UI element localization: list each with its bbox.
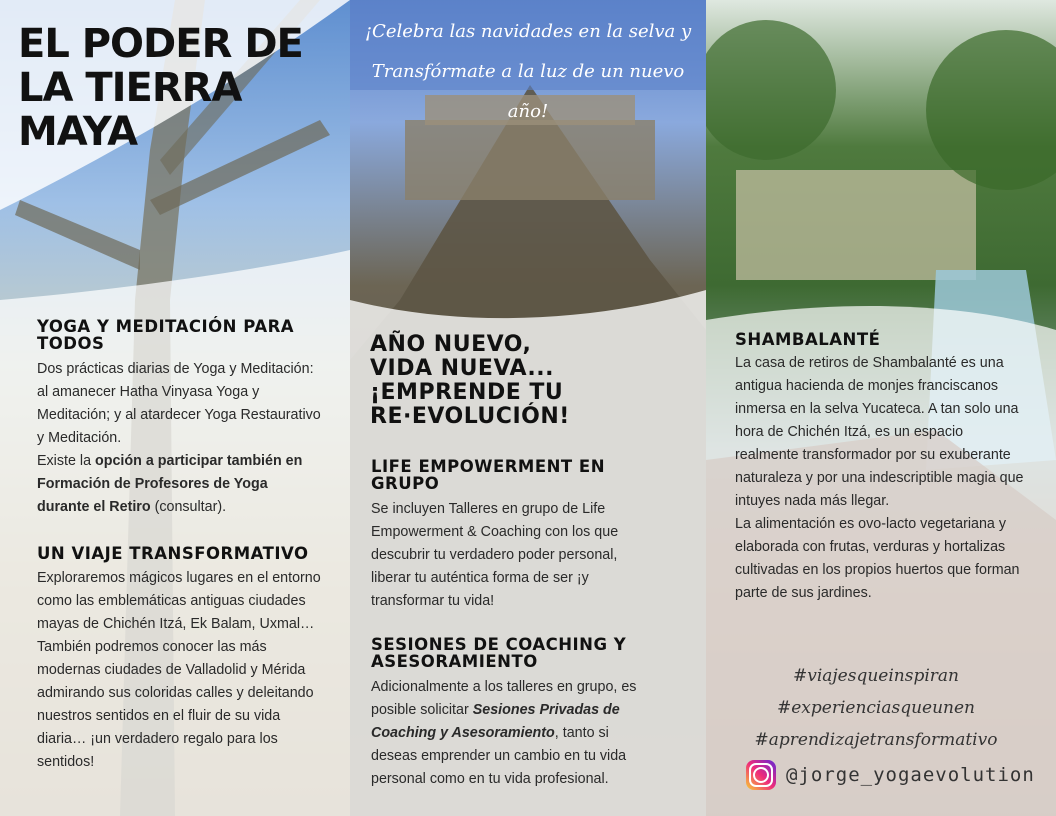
section-text: Exploraremos mágicos lugares en el entorno como las emblemáticas antiguas ciudades mayas de Chichén Itzá, Ek Balam, Uxmal… También podremos conocer las más modernas ciudades de Valladolid y Mérida admirando sus coloridas calles y deleitando nuestros sentidos en el fluir de su vida diaria… ¡un verdadero regalo para los sentidos! bbox=[37, 570, 321, 770]
headline-line: ¡EMPRENDE TU bbox=[370, 380, 564, 405]
headline-line: VIDA NUEVA... bbox=[370, 356, 555, 381]
section-text: Se incluyen Talleres en grupo de Life Empowerment & Coaching con los que descubrir tu verdadero poder personal, liberar tu auténtica forma de ser ¡y transformar tu vida! bbox=[371, 501, 619, 609]
section-shambalante bbox=[735, 331, 1025, 605]
text-fragment: (consultar). bbox=[150, 499, 227, 515]
title-line: LA TIERRA bbox=[18, 65, 242, 111]
tagline-script bbox=[350, 12, 706, 132]
section-text-option bbox=[37, 450, 322, 519]
section-heading: SESIONES DE COACHING Y ASESORAMIENTO bbox=[371, 635, 627, 671]
section-heading: YOGA Y MEDITACIÓN PARA TODOS bbox=[37, 317, 295, 353]
text-fragment: Existe la bbox=[37, 453, 96, 469]
section-coaching bbox=[371, 636, 656, 791]
title-line: EL PODER DE bbox=[18, 21, 303, 67]
text-bold: opción a participar también en Formación de Profesores de Yoga durante el Retiro bbox=[37, 453, 303, 515]
section-heading: SHAMBALANTÉ bbox=[735, 330, 881, 349]
panel-right bbox=[706, 0, 1056, 816]
section-text: La casa de retiros de Shambalanté es una antigua hacienda de monjes franciscanos inmersa en la selva Yucateca. A tan solo una hora de Chichén Itzá, es un espacio realmente transformador por su exuberante naturaleza y por una indescriptible magia que intuyes nada más llegar. bbox=[735, 355, 1024, 509]
tagline-line: ¡Celebra las navidades en la selva y bbox=[364, 21, 692, 42]
section-empowerment bbox=[371, 458, 656, 613]
section-text: Dos prácticas diarias de Yoga y Meditación: al amanecer Hatha Vinyasa Yoga y Meditación; y al atardecer Yoga Restaurativo y Meditación. bbox=[37, 361, 321, 446]
section-text-food: La alimentación es ovo-lacto vegetariana y elaborada con frutas, verduras y hortalizas cultivadas en los propios huertos que forman parte de sus jardines. bbox=[735, 516, 1020, 601]
headline-line: RE·EVOLUCIÓN! bbox=[370, 404, 570, 429]
panel-center bbox=[350, 0, 706, 816]
hashtags bbox=[706, 660, 1046, 756]
tagline-line: Transfórmate a la luz de un nuevo año! bbox=[371, 61, 685, 122]
instagram-handle[interactable]: @jorge_yogaevolution bbox=[786, 764, 1035, 786]
hashtag[interactable]: #viajesqueinspiran bbox=[792, 666, 959, 686]
section-text bbox=[371, 676, 656, 791]
headline-line: AÑO NUEVO, bbox=[370, 332, 532, 357]
section-viaje bbox=[37, 545, 322, 774]
section-yoga bbox=[37, 318, 322, 519]
instagram-link[interactable] bbox=[746, 760, 1035, 790]
text-fragment: Adicionalmente a los talleres en grupo, es posible solicitar bbox=[371, 679, 637, 718]
text-emphasis: Sesiones Privadas de Coaching y Asesoramiento bbox=[371, 702, 620, 741]
page-title bbox=[18, 22, 338, 154]
headline bbox=[370, 333, 690, 429]
title-line: MAYA bbox=[18, 109, 138, 155]
hashtag[interactable]: #experienciasqueunen bbox=[776, 698, 976, 718]
hashtag[interactable]: #aprendizajetransformativo bbox=[754, 730, 998, 750]
section-heading: UN VIAJE TRANSFORMATIVO bbox=[37, 544, 309, 563]
instagram-icon bbox=[746, 760, 776, 790]
panel-left bbox=[0, 0, 350, 816]
section-heading: LIFE EMPOWERMENT EN GRUPO bbox=[371, 457, 606, 493]
text-fragment: , tanto si deseas emprender un cambio en tu vida personal como en tu vida profesional. bbox=[371, 725, 627, 787]
